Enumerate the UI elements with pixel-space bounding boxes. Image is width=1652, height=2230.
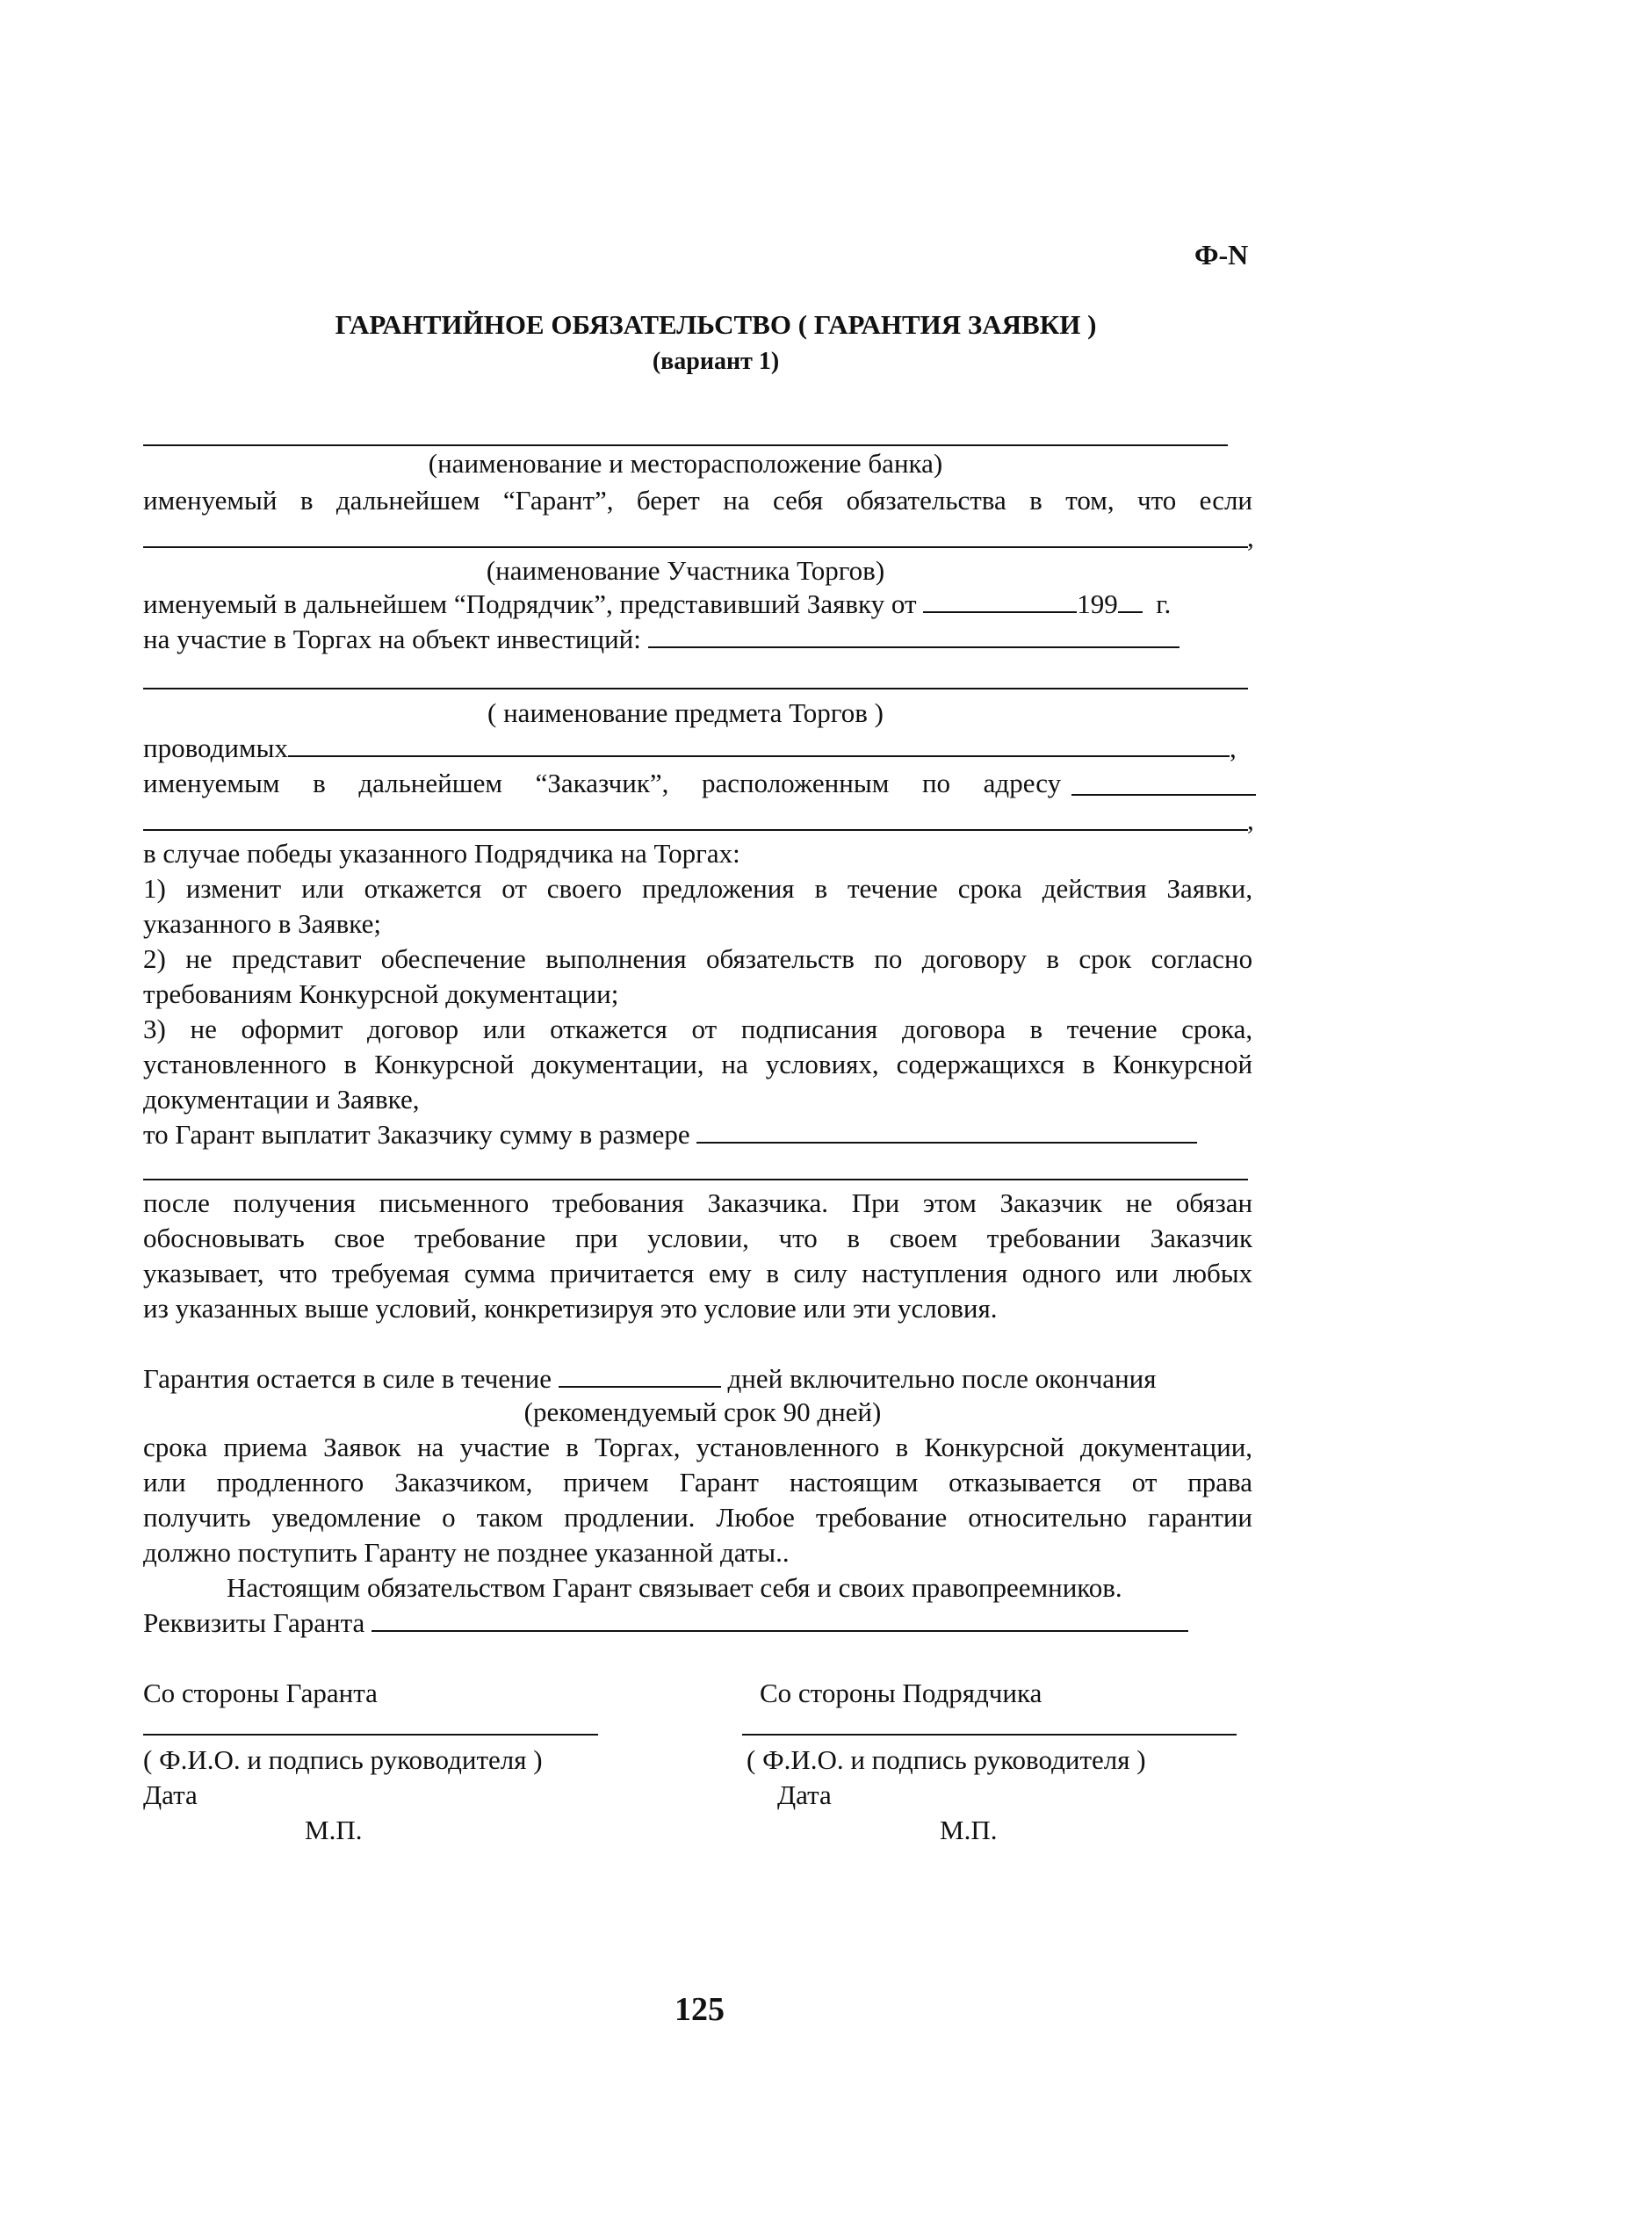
contractor-signature-blank [742, 1734, 1237, 1736]
guarantor-line: именуемый в дальнейшем “Гарант”, берет на себя обязательства в том, что если [143, 485, 1253, 516]
validity-text-line-1: срока приема Заявок на участие в Торгах, установленного в Конкурсной документации, [143, 1432, 1253, 1462]
condition-3-line-3: документации и Заявке, [143, 1084, 420, 1115]
after-demand-line-4: из указанных выше условий, конкретизируя это условие или эти условия. [143, 1293, 998, 1324]
after-demand-line-3: указывает, что требуемая сумма причитается ему в силу наступления одного или любых [143, 1258, 1253, 1288]
after-demand-line-2: обосновывать свое требование при условии, что в своем требовании Заказчик [143, 1223, 1253, 1253]
after-demand-line-1: после получения письменного требования Заказчика. При этом Заказчик не обязан [143, 1187, 1253, 1218]
address-blank-2 [143, 829, 1248, 831]
validity-text-line-3: получить уведомление о таком продлении. Любое требование относительно гарантии [143, 1502, 1253, 1533]
guarantor-date-label: Дата [143, 1779, 198, 1810]
object-prefix: на участие в Торгах на объект инвестиций: [143, 624, 641, 654]
subject-blank [143, 688, 1248, 689]
participant-name-blank [143, 546, 1248, 548]
conducted-by-blank [288, 731, 1230, 757]
contractor-signer-caption: ( Ф.И.О. и подпись руководителя ) [747, 1744, 1146, 1775]
condition-3-line-1: 3) не оформит договор или откажется от подписания договора в течение срока, [143, 1014, 1253, 1044]
contractor-line [143, 587, 1171, 622]
validity-text-line-2: или продленного Заказчиком, причем Гарант настоящим отказывается от права [143, 1467, 1253, 1497]
binding-statement: Настоящим обязательством Гарант связывает себя и своих правопреемников. [227, 1572, 1122, 1603]
application-date-blank [923, 587, 1077, 613]
condition-3-line-2: установленного в Конкурсной документации, на условиях, содержащихся в Конкурсной [143, 1049, 1253, 1079]
payment-amount-blank-2 [143, 1179, 1248, 1180]
contractor-year-suffix: г. [1156, 588, 1172, 619]
condition-2-line-2: требованиям Конкурсной документации; [143, 978, 619, 1009]
document-title: ГАРАНТИЙНОЕ ОБЯЗАТЕЛЬСТВО ( ГАРАНТИЯ ЗАЯВКИ ) [335, 309, 1097, 340]
validity-caption: (рекомендуемый срок 90 дней) [523, 1396, 882, 1427]
guarantor-side-label: Со стороны Гаранта [143, 1678, 378, 1708]
contractor-side-label: Со стороны Подрядчика [760, 1678, 1042, 1708]
conditions-intro: в случае победы указанного Подрядчика на Торгах: [143, 838, 740, 869]
page-number: 125 [675, 1991, 725, 2028]
participant-caption: (наименование Участника Торгов) [486, 555, 885, 586]
subject-caption: ( наименование предмета Торгов ) [487, 697, 884, 728]
investment-object-blank [648, 622, 1179, 648]
guarantor-signature-blank [143, 1734, 598, 1736]
validity-days-blank [559, 1361, 721, 1388]
payment-line [143, 1117, 1197, 1152]
details-prefix: Реквизиты Гаранта [143, 1607, 365, 1638]
contractor-date-label: Дата [777, 1779, 832, 1810]
guarantor-details-line [143, 1606, 1188, 1641]
guarantor-stamp-label: М.П. [305, 1815, 363, 1845]
validity-suffix: дней включительно после окончания [727, 1363, 1157, 1394]
condition-1-line-2: указанного в Заявке; [143, 908, 381, 939]
conducted-line: проводимых , [143, 733, 1237, 763]
bank-caption: (наименование и месторасположение банка) [428, 448, 943, 479]
payment-prefix: то Гарант выплатит Заказчику сумму в размере [143, 1119, 690, 1150]
guarantor-details-blank [372, 1606, 1188, 1632]
conducted-prefix: проводимых [143, 733, 288, 763]
participant-comma: , [1247, 522, 1254, 552]
contractor-stamp-label: М.П. [940, 1815, 998, 1845]
condition-2-line-1: 2) не представит обеспечение выполнения обязательств по договору в срок согласно [143, 943, 1253, 974]
contractor-prefix: именуемый в дальнейшем “Подрядчик”, представивший Заявку от [143, 588, 917, 619]
address-comma: , [1247, 805, 1254, 835]
year-digit-blank [1118, 587, 1143, 613]
guarantor-signer-caption: ( Ф.И.О. и подпись руководителя ) [143, 1744, 543, 1775]
document-subtitle: (вариант 1) [652, 348, 780, 375]
object-line [143, 622, 1179, 657]
customer-line: именуемым в дальнейшем “Заказчик”, расположенным по адресу [143, 768, 1062, 798]
validity-line [143, 1361, 1157, 1396]
condition-1-line-1: 1) изменит или откажется от своего предложения в течение срока действия Заявки, [143, 873, 1253, 904]
payment-amount-blank [696, 1117, 1197, 1144]
address-blank [1071, 794, 1256, 796]
validity-prefix: Гарантия остается в силе в течение [143, 1363, 552, 1394]
form-code: Ф-N [1194, 239, 1249, 271]
validity-text-line-4: должно поступить Гаранту не позднее указанной даты.. [143, 1537, 790, 1568]
contractor-year: 199 [1077, 588, 1118, 619]
